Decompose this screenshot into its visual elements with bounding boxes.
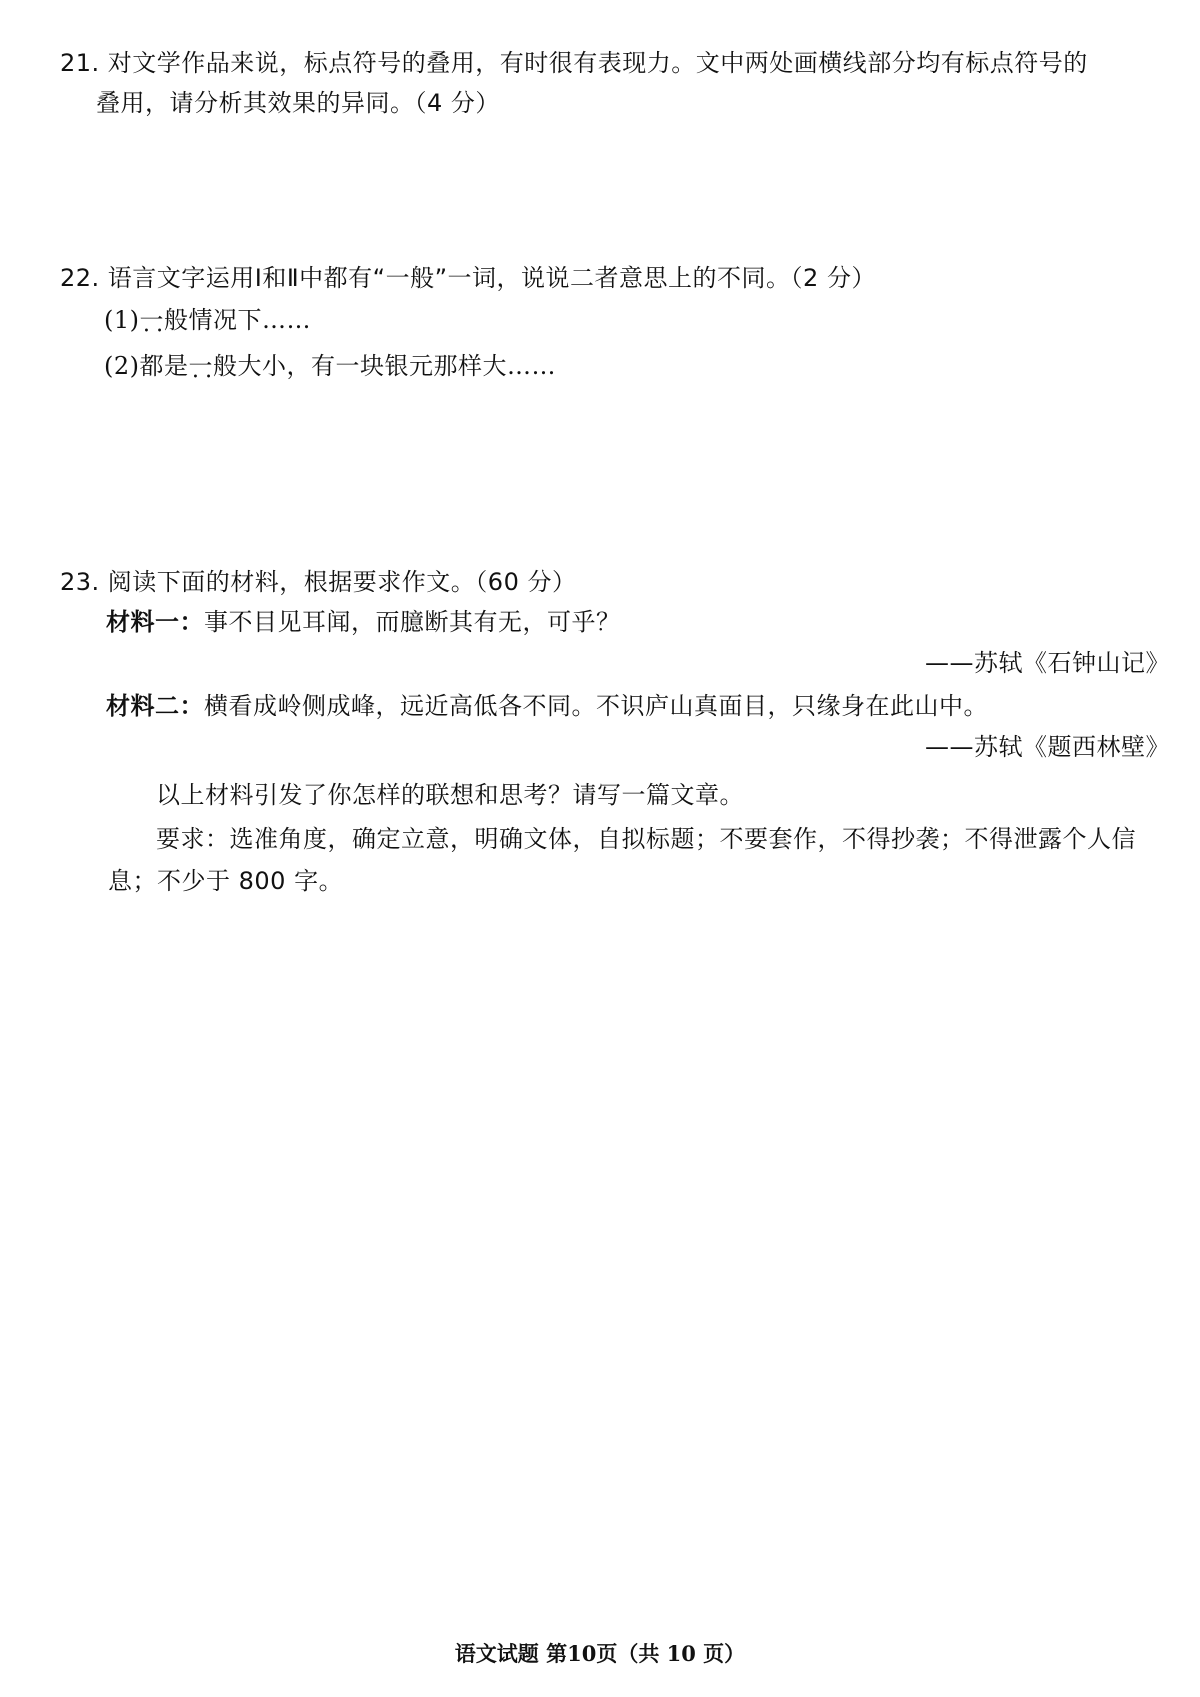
material-1-label: 材料一：: [106, 608, 204, 636]
question-23-prompt: 以上材料引发了你怎样的联想和思考？请写一篇文章。: [156, 781, 744, 809]
question-22-item-1-prefix: (1): [104, 306, 140, 334]
question-22-item-1-suffix: 情况下……: [188, 306, 311, 334]
material-2-source: ——苏轼《题西林壁》: [925, 733, 1170, 761]
material-1-line: [106, 605, 621, 639]
question-22-stem: 22. 语言文字运用Ⅰ和Ⅱ中都有“一般”一词，说说二者意思上的不同。（2 分）: [60, 264, 876, 292]
material-2-line: [106, 689, 988, 723]
question-21-line-1: 21. 对文学作品来说，标点符号的叠用，有时很有表现力。文中两处画横线部分均有标点符号的: [60, 49, 1088, 77]
question-22-item-1: [104, 303, 311, 337]
question-23-requirement-line-2: 息；不少于 800 字。: [108, 867, 344, 895]
question-22-item-1-dotted-word: 一般 • •: [140, 303, 189, 337]
question-22-item-2-prefix: (2)都是: [104, 352, 189, 380]
material-2-text: 横看成岭侧成峰，远近高低各不同。不识庐山真面目，只缘身在此山中。: [204, 692, 988, 720]
question-23-requirement-line-1: 要求：选准角度，确定立意，明确文体，自拟标题；不要套作，不得抄袭；不得泄露个人信: [156, 825, 1136, 853]
material-1-source: ——苏轼《石钟山记》: [925, 649, 1170, 677]
material-2-label: 材料二：: [106, 692, 204, 720]
question-21-line-2: 叠用，请分析其效果的异同。（4 分）: [96, 89, 500, 117]
page-footer: 语文试题 第10页（共 10 页）: [454, 1641, 746, 1666]
question-22-item-2-dotted-word: 一般 • •: [189, 349, 238, 383]
question-23-stem: 23. 阅读下面的材料，根据要求作文。（60 分）: [60, 568, 577, 596]
question-22-item-2: [104, 349, 556, 383]
material-1-text: 事不目见耳闻，而臆断其有无，可乎？: [204, 608, 621, 636]
question-22-item-2-suffix: 大小，有一块银元那样大……: [237, 352, 556, 380]
